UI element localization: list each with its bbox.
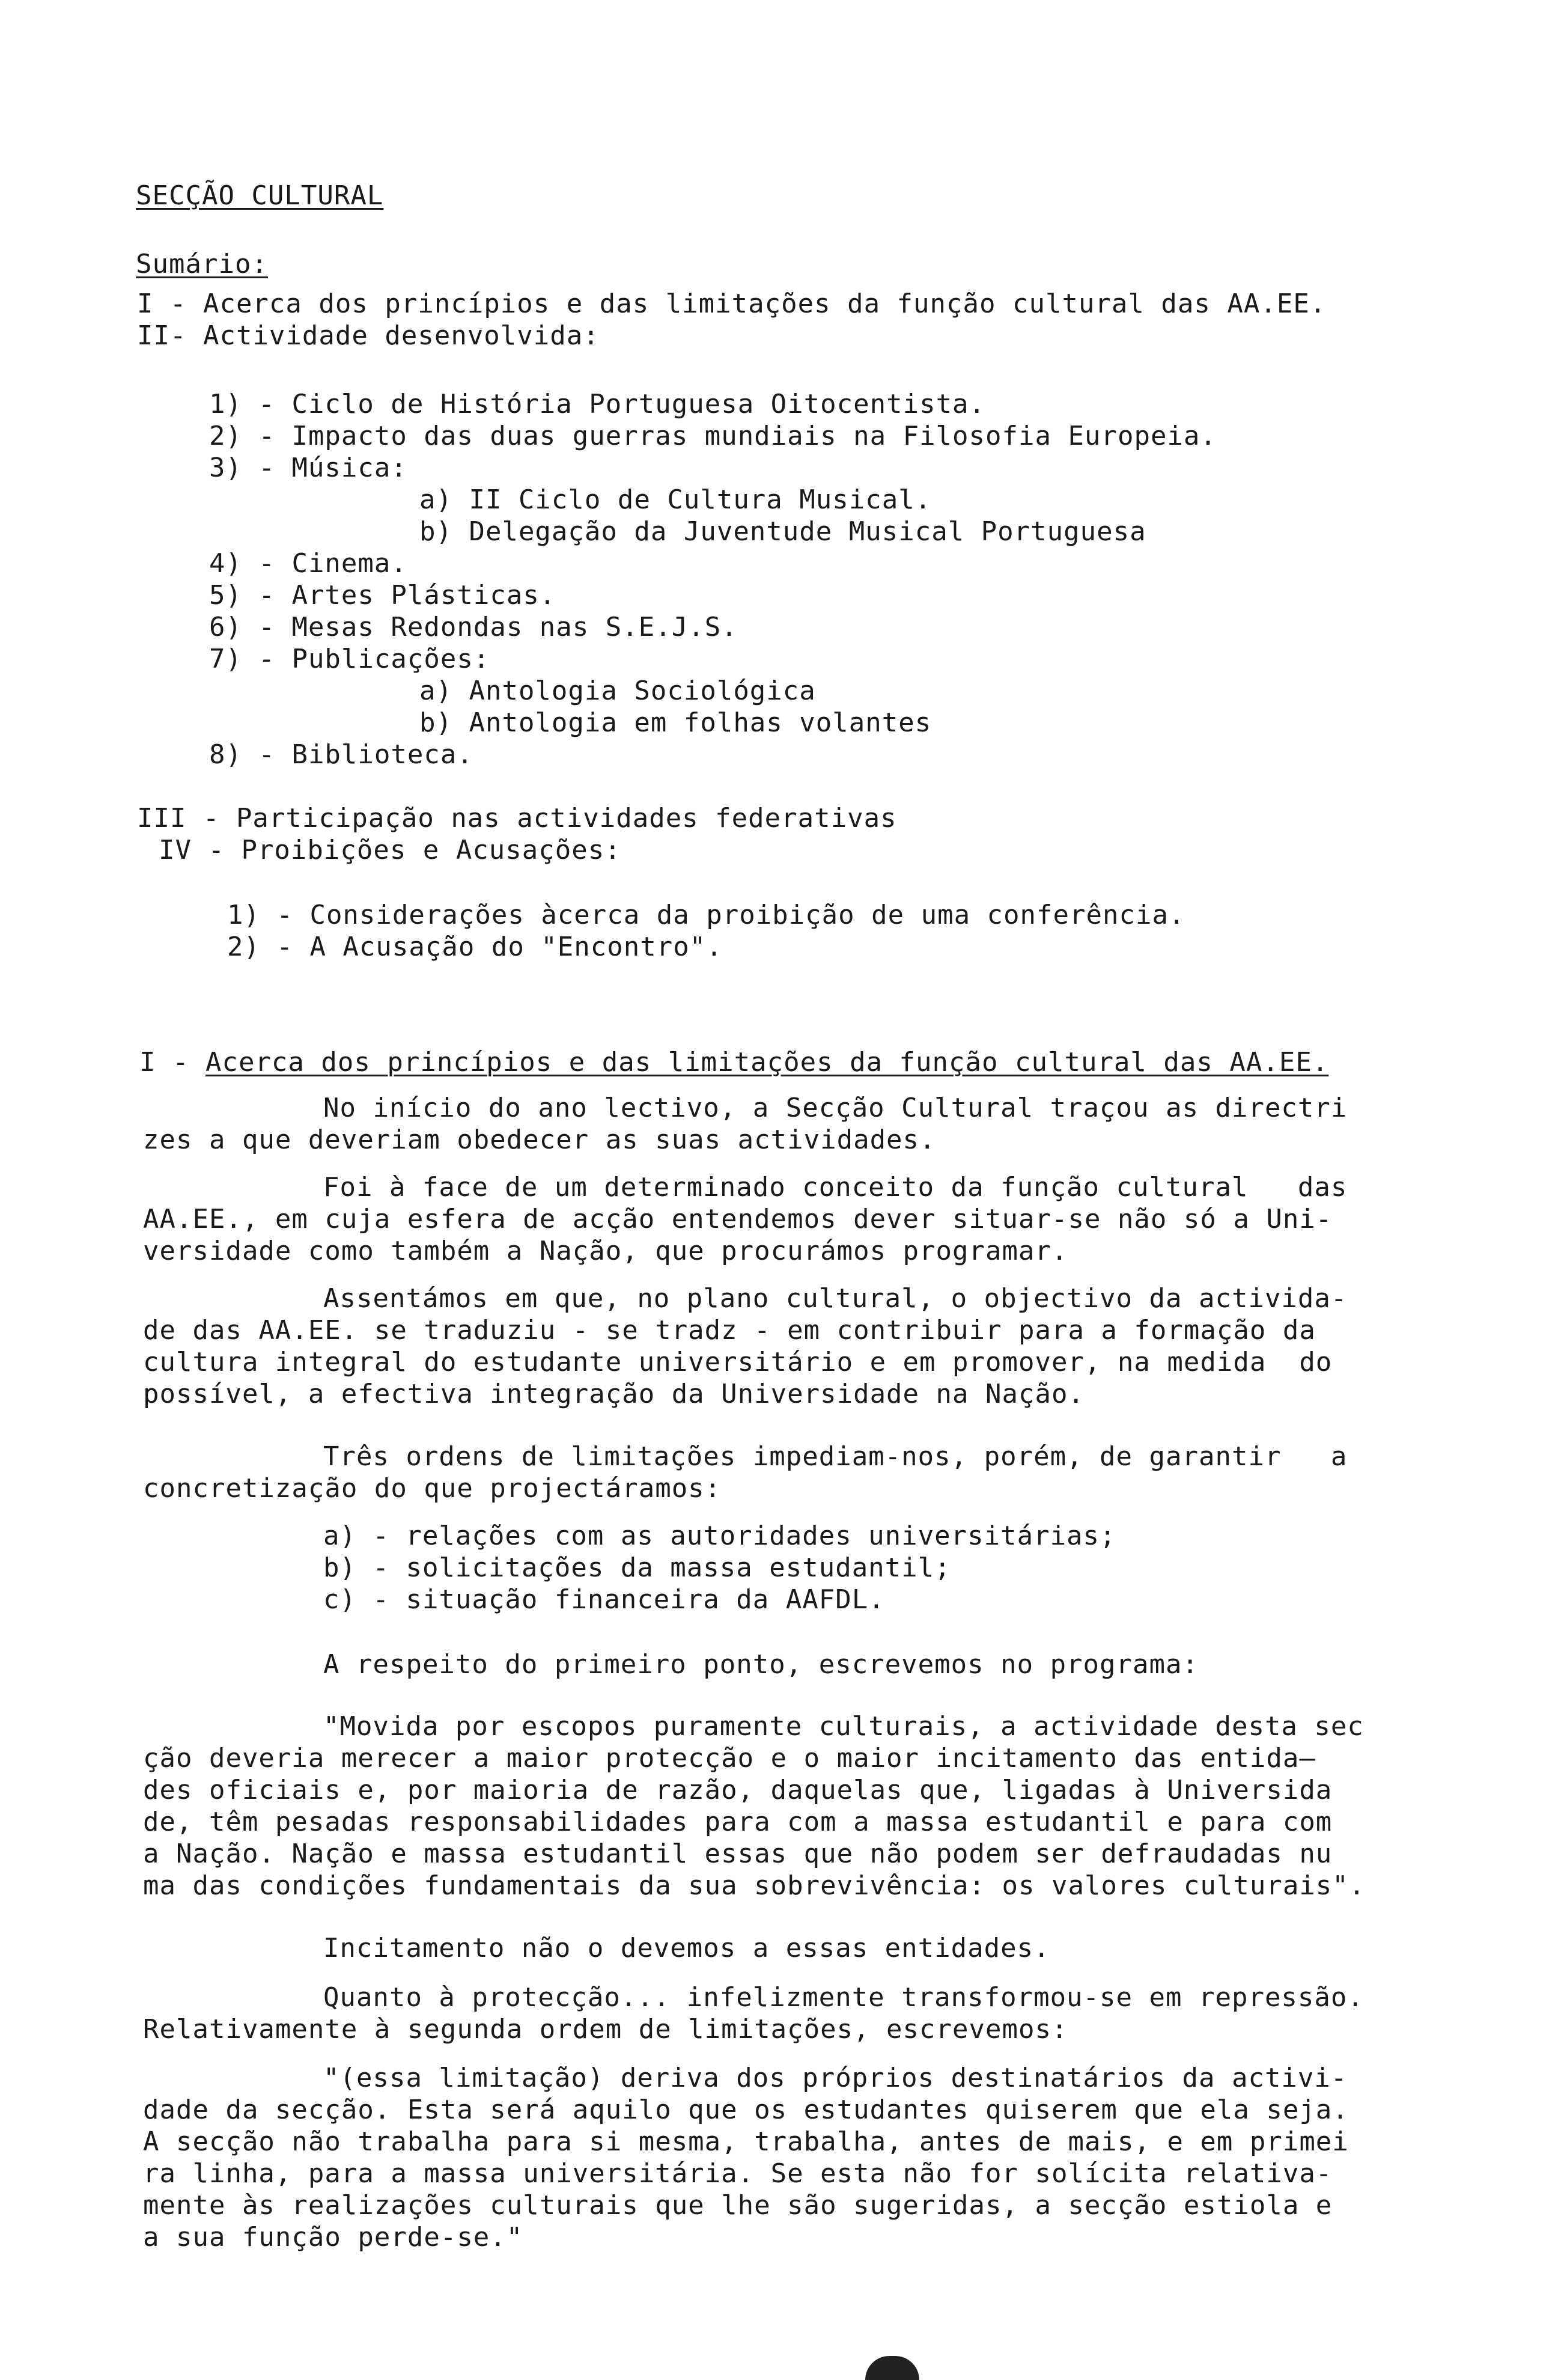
- body-line: concretização do que projectáramos:: [143, 1473, 722, 1504]
- body-line: Foi à face de um determinado conceito da função cultural das: [323, 1172, 1348, 1203]
- body-line: a sua função perde-se.": [143, 2222, 523, 2253]
- body-line: "Movida por escopos puramente culturais, a actividade desta sec: [323, 1711, 1364, 1742]
- summary-subitem: 3) - Música:: [209, 453, 407, 483]
- section-heading: [139, 1047, 1328, 1078]
- summary-item-ii: II- Actividade desenvolvida:: [137, 320, 600, 351]
- summary-subitem: 6) - Mesas Redondas nas S.E.J.S.: [209, 612, 738, 642]
- section-title: Acerca dos princípios e das limitações da função cultural das AA.EE.: [205, 1047, 1329, 1078]
- body-line: dade da secção. Esta será aquilo que os estudantes quiserem que ela seja.: [143, 2095, 1349, 2125]
- body-line: A secção não trabalha para si mesma, trabalha, antes de mais, e em primei: [143, 2126, 1349, 2157]
- body-line: A respeito do primeiro ponto, escrevemos no programa:: [323, 1649, 1199, 1680]
- body-line: c) - situação financeira da AAFDL.: [323, 1584, 885, 1615]
- summary-item-i: I - Acerca dos princípios e das limitações da função cultural das AA.EE.: [137, 288, 1327, 319]
- section-number: I -: [139, 1047, 205, 1078]
- body-line: Quanto à protecção... infelizmente transformou-se em repressão.: [323, 1982, 1364, 2013]
- summary-subitem: a) Antologia Sociológica: [419, 676, 816, 706]
- body-line: b) - solicitações da massa estudantil;: [323, 1552, 951, 1583]
- body-line: a) - relações com as autoridades universitárias;: [323, 1521, 1116, 1551]
- body-line: versidade como também a Nação, que procurámos programar.: [143, 1236, 1068, 1266]
- body-line: Incitamento não o devemos a essas entidades.: [323, 1933, 1050, 1964]
- summary-label: Sumário:: [136, 249, 268, 279]
- summary-subitem: 7) - Publicações:: [209, 644, 490, 674]
- summary-subitem: b) Delegação da Juventude Musical Portuguesa: [419, 516, 1146, 547]
- binding-hole-mark: [865, 2356, 919, 2380]
- body-line: cultura integral do estudante universitário e em promover, na medida do: [143, 1347, 1333, 1378]
- summary-subitem: b) Antologia em folhas volantes: [419, 707, 932, 738]
- body-line: possível, a efectiva integração da Universidade na Nação.: [143, 1379, 1085, 1409]
- body-line: de, têm pesadas responsabilidades para com a massa estudantil e para com: [143, 1807, 1333, 1837]
- summary-item-iv: IV - Proibições e Acusações:: [159, 835, 621, 865]
- summary-subitem: 1) - Considerações àcerca da proibição de uma conferência.: [227, 900, 1185, 930]
- body-line: ma das condições fundamentais da sua sobrevivência: os valores culturais".: [143, 1870, 1366, 1901]
- body-line: ção deveria merecer a maior protecção e o maior incitamento das entida—: [143, 1743, 1316, 1774]
- body-line: Três ordens de limitações impediam-nos, porém, de garantir a: [323, 1441, 1348, 1472]
- body-line: AA.EE., em cuja esfera de acção entendemos dever situar-se não só a Uni-: [143, 1204, 1333, 1234]
- summary-subitem: 5) - Artes Plásticas.: [209, 580, 556, 611]
- summary-subitem: 4) - Cinema.: [209, 548, 407, 579]
- body-line: ra linha, para a massa universitária. Se esta não for solícita relativa-: [143, 2158, 1333, 2189]
- body-line: "(essa limitação) deriva dos próprios destinatários da activi-: [323, 2063, 1348, 2093]
- summary-subitem: 2) - Impacto das duas guerras mundiais na Filosofia Europeia.: [209, 421, 1217, 451]
- summary-subitem: 2) - A Acusação do "Encontro".: [227, 932, 723, 962]
- body-line: des oficiais e, por maioria de razão, daquelas que, ligadas à Universida: [143, 1775, 1333, 1805]
- body-line: a Nação. Nação e massa estudantil essas que não podem ser defraudadas nu: [143, 1838, 1333, 1869]
- summary-subitem: 1) - Ciclo de História Portuguesa Oitocentista.: [209, 389, 986, 420]
- summary-subitem: 8) - Biblioteca.: [209, 739, 473, 770]
- summary-item-iii: III - Participação nas actividades federativas: [137, 803, 897, 834]
- body-line: Assentámos em que, no plano cultural, o objectivo da activida-: [323, 1283, 1348, 1314]
- body-line: mente às realizações culturais que lhe são sugeridas, a secção estiola e: [143, 2190, 1333, 2221]
- summary-subitem: a) II Ciclo de Cultura Musical.: [419, 484, 932, 515]
- body-line: No início do ano lectivo, a Secção Cultural traçou as directri: [323, 1093, 1348, 1123]
- body-line: zes a que deveriam obedecer as suas actividades.: [143, 1124, 936, 1155]
- body-line: de das AA.EE. se traduziu - se tradz - em contribuir para a formação da: [143, 1315, 1316, 1346]
- page-title: SECÇÃO CULTURAL: [136, 180, 384, 211]
- body-line: Relativamente à segunda ordem de limitações, escrevemos:: [143, 2014, 1068, 2045]
